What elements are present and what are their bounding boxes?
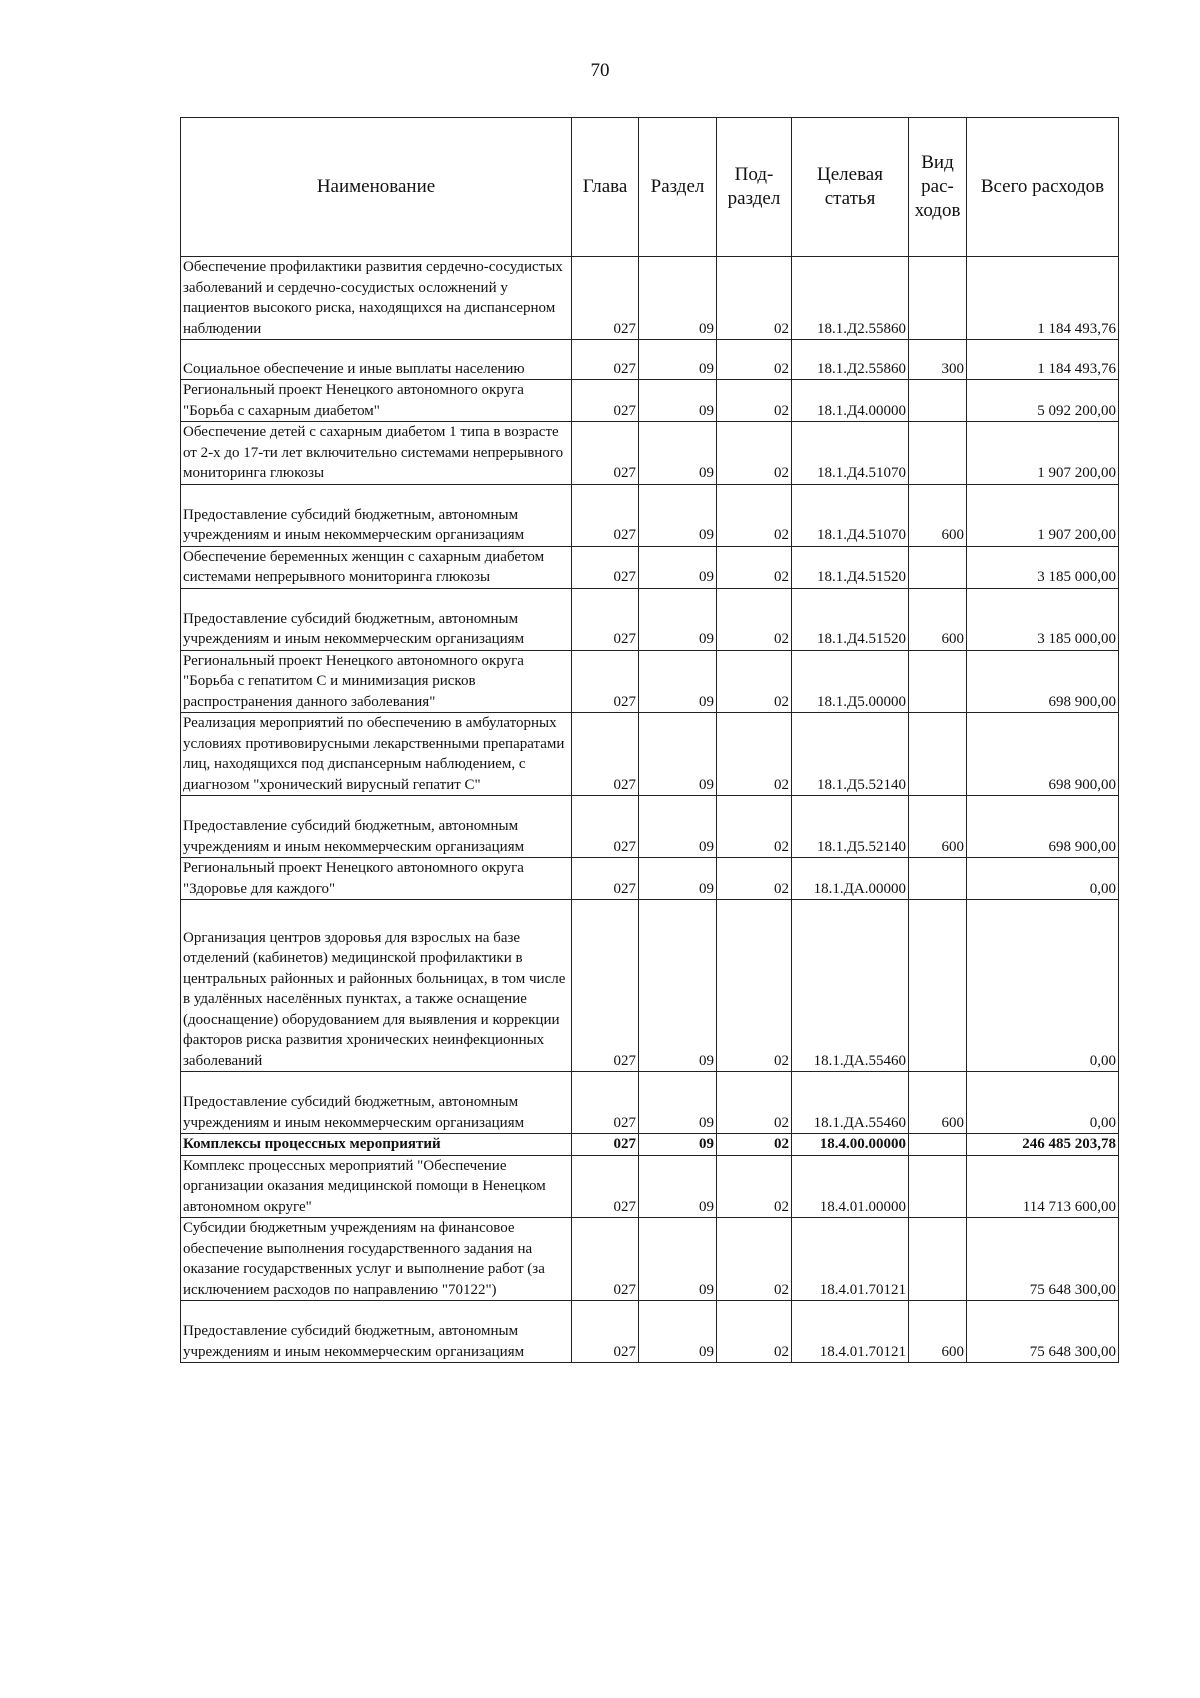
cell-podrazdel: 02 — [717, 1155, 792, 1218]
header-vid: Вид рас-ходов — [909, 118, 967, 257]
cell-total: 0,00 — [967, 1072, 1119, 1134]
cell-name: Социальное обеспечение и иные выплаты населению — [181, 340, 572, 380]
cell-podrazdel: 02 — [717, 546, 792, 588]
cell-glava: 027 — [572, 858, 639, 900]
cell-podrazdel: 02 — [717, 796, 792, 858]
cell-total: 5 092 200,00 — [967, 380, 1119, 422]
cell-podrazdel: 02 — [717, 340, 792, 380]
header-celevaya: Целевая статья — [792, 118, 909, 257]
table-header — [181, 118, 1119, 257]
cell-total: 698 900,00 — [967, 796, 1119, 858]
cell-razdel: 09 — [639, 713, 717, 796]
cell-razdel: 09 — [639, 650, 717, 713]
cell-vid — [909, 650, 967, 713]
table-row — [181, 1218, 1119, 1301]
cell-celevaya: 18.1.Д2.55860 — [792, 340, 909, 380]
cell-razdel: 09 — [639, 1134, 717, 1156]
cell-name: Предоставление субсидий бюджетным, автономным учреждениям и иным некоммерческим организациям — [181, 796, 572, 858]
cell-total: 75 648 300,00 — [967, 1218, 1119, 1301]
cell-celevaya: 18.1.Д4.51520 — [792, 588, 909, 650]
cell-podrazdel: 02 — [717, 1134, 792, 1156]
cell-celevaya: 18.1.Д2.55860 — [792, 257, 909, 340]
cell-razdel: 09 — [639, 858, 717, 900]
cell-celevaya: 18.1.Д4.51070 — [792, 422, 909, 485]
cell-name: Обеспечение профилактики развития сердечно-сосудистых заболеваний и сердечно-сосудистых осложнений у пациентов высокого риска, находящихся на диспансерном наблюдении — [181, 257, 572, 340]
cell-razdel: 09 — [639, 588, 717, 650]
budget-table — [180, 117, 1119, 1363]
cell-vid — [909, 858, 967, 900]
table-row — [181, 484, 1119, 546]
cell-vid — [909, 422, 967, 485]
cell-vid: 600 — [909, 484, 967, 546]
cell-glava: 027 — [572, 257, 639, 340]
cell-celevaya: 18.1.Д5.00000 — [792, 650, 909, 713]
cell-razdel: 09 — [639, 900, 717, 1072]
header-razdel: Раздел — [639, 118, 717, 257]
cell-name: Комплекс процессных мероприятий "Обеспечение организации оказания медицинской помощи в Ненецком автономном округе" — [181, 1155, 572, 1218]
header-total: Всего расходов — [967, 118, 1119, 257]
cell-glava: 027 — [572, 1134, 639, 1156]
table-row — [181, 546, 1119, 588]
cell-razdel: 09 — [639, 257, 717, 340]
cell-total: 3 185 000,00 — [967, 546, 1119, 588]
cell-celevaya: 18.1.Д4.00000 — [792, 380, 909, 422]
header-row — [181, 118, 1119, 257]
cell-total: 1 907 200,00 — [967, 422, 1119, 485]
table-row — [181, 422, 1119, 485]
cell-total: 0,00 — [967, 858, 1119, 900]
header-podrazdel: Под-раздел — [717, 118, 792, 257]
cell-name: Региональный проект Ненецкого автономного округа "Борьба с гепатитом С и минимизация рисков распространения данного заболевания" — [181, 650, 572, 713]
cell-podrazdel: 02 — [717, 650, 792, 713]
table-row — [181, 858, 1119, 900]
cell-total: 114 713 600,00 — [967, 1155, 1119, 1218]
cell-name: Предоставление субсидий бюджетным, автономным учреждениям и иным некоммерческим организациям — [181, 588, 572, 650]
cell-name: Региональный проект Ненецкого автономного округа "Здоровье для каждого" — [181, 858, 572, 900]
cell-glava: 027 — [572, 422, 639, 485]
header-name: Наименование — [181, 118, 572, 257]
cell-podrazdel: 02 — [717, 713, 792, 796]
cell-celevaya: 18.1.ДА.55460 — [792, 900, 909, 1072]
cell-vid — [909, 546, 967, 588]
table-row — [181, 588, 1119, 650]
cell-name: Субсидии бюджетным учреждениям на финансовое обеспечение выполнения государственного задания на оказание государственных услуг и выполнение работ (за исключением расходов по направлению "70122") — [181, 1218, 572, 1301]
cell-celevaya: 18.4.01.70121 — [792, 1301, 909, 1363]
cell-glava: 027 — [572, 1155, 639, 1218]
cell-vid: 600 — [909, 588, 967, 650]
cell-vid — [909, 380, 967, 422]
cell-celevaya: 18.1.Д5.52140 — [792, 796, 909, 858]
header-glava: Глава — [572, 118, 639, 257]
table-row — [181, 1155, 1119, 1218]
cell-razdel: 09 — [639, 380, 717, 422]
cell-total: 698 900,00 — [967, 713, 1119, 796]
cell-glava: 027 — [572, 1072, 639, 1134]
cell-podrazdel: 02 — [717, 484, 792, 546]
cell-celevaya: 18.4.00.00000 — [792, 1134, 909, 1156]
table-row — [181, 257, 1119, 340]
cell-vid: 600 — [909, 1301, 967, 1363]
cell-podrazdel: 02 — [717, 858, 792, 900]
cell-vid: 600 — [909, 1072, 967, 1134]
table-row — [181, 796, 1119, 858]
cell-vid: 600 — [909, 796, 967, 858]
cell-name: Предоставление субсидий бюджетным, автономным учреждениям и иным некоммерческим организациям — [181, 1072, 572, 1134]
cell-total: 1 907 200,00 — [967, 484, 1119, 546]
cell-razdel: 09 — [639, 1155, 717, 1218]
table-row — [181, 713, 1119, 796]
cell-total: 1 184 493,76 — [967, 340, 1119, 380]
cell-razdel: 09 — [639, 484, 717, 546]
cell-celevaya: 18.1.Д5.52140 — [792, 713, 909, 796]
cell-total: 3 185 000,00 — [967, 588, 1119, 650]
cell-razdel: 09 — [639, 546, 717, 588]
cell-celevaya: 18.1.Д4.51520 — [792, 546, 909, 588]
cell-celevaya: 18.4.01.70121 — [792, 1218, 909, 1301]
cell-celevaya: 18.1.ДА.00000 — [792, 858, 909, 900]
table-row — [181, 900, 1119, 1072]
cell-glava: 027 — [572, 900, 639, 1072]
cell-vid: 300 — [909, 340, 967, 380]
cell-razdel: 09 — [639, 340, 717, 380]
cell-razdel: 09 — [639, 422, 717, 485]
table-row — [181, 1301, 1119, 1363]
cell-celevaya: 18.1.ДА.55460 — [792, 1072, 909, 1134]
cell-total: 0,00 — [967, 900, 1119, 1072]
cell-glava: 027 — [572, 588, 639, 650]
cell-name: Комплексы процессных мероприятий — [181, 1134, 572, 1156]
cell-glava: 027 — [572, 796, 639, 858]
cell-glava: 027 — [572, 650, 639, 713]
cell-podrazdel: 02 — [717, 900, 792, 1072]
table-row — [181, 1134, 1119, 1156]
table-row — [181, 650, 1119, 713]
cell-glava: 027 — [572, 380, 639, 422]
table-row — [181, 380, 1119, 422]
cell-razdel: 09 — [639, 1072, 717, 1134]
cell-glava: 027 — [572, 546, 639, 588]
page-number: 70 — [590, 60, 610, 81]
cell-podrazdel: 02 — [717, 380, 792, 422]
cell-name: Предоставление субсидий бюджетным, автономным учреждениям и иным некоммерческим организациям — [181, 1301, 572, 1363]
cell-podrazdel: 02 — [717, 1072, 792, 1134]
cell-name: Предоставление субсидий бюджетным, автономным учреждениям и иным некоммерческим организациям — [181, 484, 572, 546]
cell-razdel: 09 — [639, 1218, 717, 1301]
cell-total: 1 184 493,76 — [967, 257, 1119, 340]
cell-vid — [909, 257, 967, 340]
cell-vid — [909, 713, 967, 796]
cell-name: Региональный проект Ненецкого автономного округа "Борьба с сахарным диабетом" — [181, 380, 572, 422]
cell-glava: 027 — [572, 1218, 639, 1301]
cell-vid — [909, 1218, 967, 1301]
cell-total: 698 900,00 — [967, 650, 1119, 713]
cell-glava: 027 — [572, 1301, 639, 1363]
cell-glava: 027 — [572, 340, 639, 380]
cell-name: Обеспечение детей с сахарным диабетом 1 типа в возрасте от 2-х до 17-ти лет включительно системами непрерывного мониторинга глюкозы — [181, 422, 572, 485]
cell-podrazdel: 02 — [717, 1218, 792, 1301]
table-row — [181, 1072, 1119, 1134]
cell-podrazdel: 02 — [717, 257, 792, 340]
cell-podrazdel: 02 — [717, 422, 792, 485]
cell-vid — [909, 900, 967, 1072]
cell-name: Реализация мероприятий по обеспечению в амбулаторных условиях противовирусными лекарственными препаратами лиц, находящихся под диспансерным наблюдением, с диагнозом "хронический вирусный гепатит С" — [181, 713, 572, 796]
cell-razdel: 09 — [639, 1301, 717, 1363]
cell-glava: 027 — [572, 484, 639, 546]
cell-vid — [909, 1155, 967, 1218]
cell-celevaya: 18.1.Д4.51070 — [792, 484, 909, 546]
cell-razdel: 09 — [639, 796, 717, 858]
cell-podrazdel: 02 — [717, 588, 792, 650]
table-body — [181, 257, 1119, 1363]
table-row — [181, 340, 1119, 380]
cell-podrazdel: 02 — [717, 1301, 792, 1363]
cell-total: 75 648 300,00 — [967, 1301, 1119, 1363]
cell-name: Организация центров здоровья для взрослых на базе отделений (кабинетов) медицинской профилактики в центральных районных и районных больницах, в том числе в удалённых населённых пунктах, а также оснащение (дооснащение) оборудованием для выявления и коррекции факторов риска развития хронических неинфекционных заболеваний — [181, 900, 572, 1072]
cell-celevaya: 18.4.01.00000 — [792, 1155, 909, 1218]
cell-name: Обеспечение беременных женщин с сахарным диабетом системами непрерывного мониторинга глюкозы — [181, 546, 572, 588]
cell-total: 246 485 203,78 — [967, 1134, 1119, 1156]
cell-vid — [909, 1134, 967, 1156]
cell-glava: 027 — [572, 713, 639, 796]
